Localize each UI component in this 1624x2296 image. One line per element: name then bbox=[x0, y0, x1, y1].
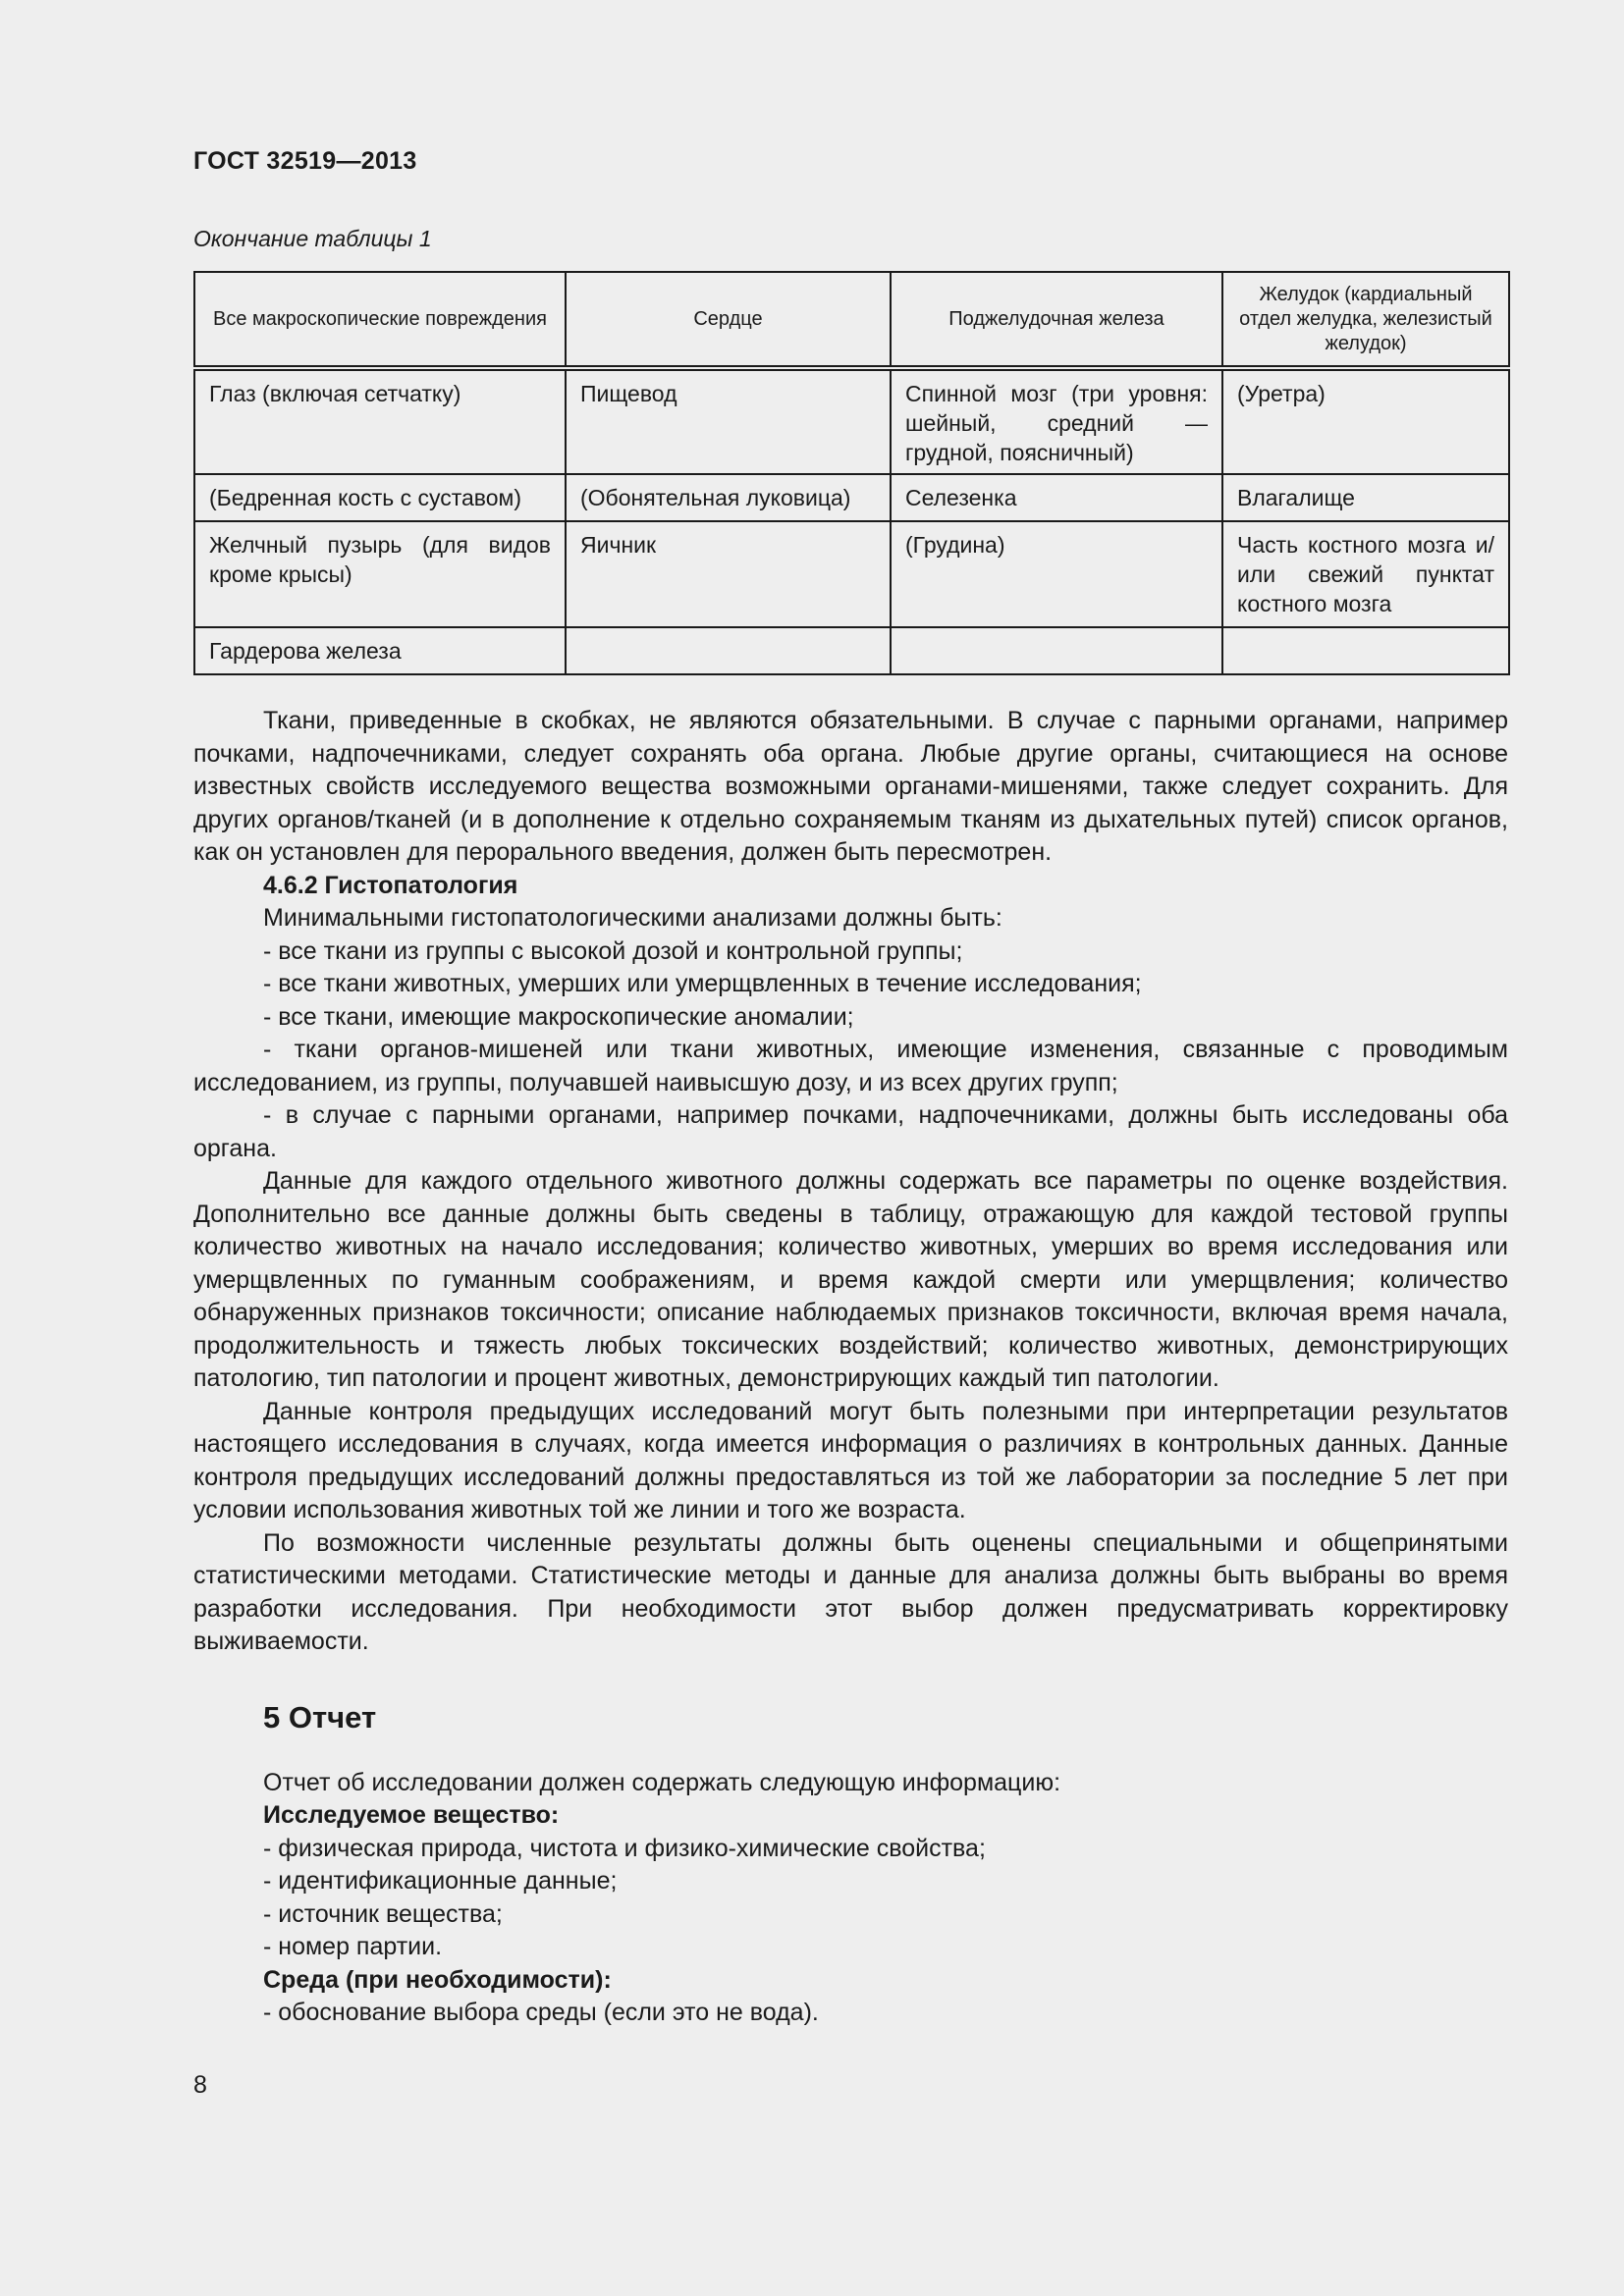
list-item: - все ткани животных, умерших или умерщвленных в течение исследования; bbox=[263, 970, 1142, 997]
list-item: - в случае с парными органами, например почками, надпочечниками, должны быть исследованы оба органа. bbox=[193, 1101, 1508, 1162]
medium-heading: Среда (при необходимости): bbox=[263, 1965, 612, 1994]
table-row bbox=[194, 368, 1509, 474]
table-column-header: Желудок (кардиальный отдел желудка, железистый желудок) bbox=[1222, 272, 1509, 368]
page-number: 8 bbox=[193, 2071, 207, 2099]
table-row bbox=[194, 521, 1509, 627]
standard-id-header: ГОСТ 32519—2013 bbox=[193, 147, 417, 175]
table-cell: Гардерова железа bbox=[194, 627, 566, 674]
body-text bbox=[193, 705, 1508, 2030]
paragraph: Данные для каждого отдельного животного должны содержать все параметры по оценке воздействия. Дополнительно все данные должны быть сведены в таблицу, отражающую для каждой тестовой группы количество животных на начало исследования; количество животных, умерших во время исследования или умерщвленных по гуманным соображениям, и время каждой смерти или умерщвления; количество обнаруженных признаков токсичности; описание наблюдаемых признаков токсичности, включая время начала, продолжительность и тяжесть любых токсических воздействий; количество животных, демонстрирующих патологию, тип патологии и процент животных, демонстрирующих каждый тип патологии. bbox=[193, 1167, 1508, 1392]
table-header-row bbox=[194, 272, 1509, 368]
subsection-title: 4.6.2 Гистопатология bbox=[263, 871, 518, 899]
paragraph: По возможности численные результаты должны быть оценены специальными и общепринятыми статистическими методами. Статистические методы и данные для анализа должны быть выбраны во время разработки исследования. При необходимости этот выбор должен предусматривать корректировку выживаемости. bbox=[193, 1528, 1508, 1655]
table-cell: (Уретра) bbox=[1222, 368, 1509, 474]
table-cell: Спинной мозг (три уровня: шейный, средний — грудной, поясничный) bbox=[891, 368, 1222, 474]
list-item: - идентификационные данные; bbox=[263, 1867, 618, 1895]
table-column-header: Все макроскопические повреждения bbox=[194, 272, 566, 368]
table-cell bbox=[891, 627, 1222, 674]
paragraph: Минимальными гистопатологическими анализами должны быть: bbox=[263, 904, 1002, 932]
table-cell bbox=[1222, 627, 1509, 674]
table-cell: Часть костного мозга и/или свежий пунктат костного мозга bbox=[1222, 521, 1509, 627]
table-row bbox=[194, 627, 1509, 674]
table-caption: Окончание таблицы 1 bbox=[193, 226, 432, 251]
table-cell: (Бедренная кость с суставом) bbox=[194, 474, 566, 521]
list-item: - номер партии. bbox=[263, 1933, 443, 1960]
table-cell: Пищевод bbox=[566, 368, 891, 474]
list-item: - физическая природа, чистота и физико-химические свойства; bbox=[263, 1834, 986, 1862]
organs-table bbox=[193, 271, 1510, 675]
table-cell: Яичник bbox=[566, 521, 891, 627]
table-cell bbox=[566, 627, 891, 674]
list-item: - ткани органов-мишеней или ткани животных, имеющие изменения, связанные с проводимым исследованием, из группы, получавшей наивысшую дозу, и из всех других групп; bbox=[193, 1036, 1508, 1096]
list-item: - все ткани из группы с высокой дозой и контрольной группы; bbox=[263, 936, 963, 965]
list-item: - все ткани, имеющие макроскопические аномалии; bbox=[263, 1002, 854, 1031]
table-cell: Влагалище bbox=[1222, 474, 1509, 521]
list-item: - обоснование выбора среды (если это не вода). bbox=[263, 1999, 819, 2026]
table-row bbox=[194, 474, 1509, 521]
table-cell: Глаз (включая сетчатку) bbox=[194, 368, 566, 474]
list-item: - источник вещества; bbox=[263, 1899, 503, 1928]
section-title: 5 Отчет bbox=[263, 1699, 377, 1735]
table-column-header: Сердце bbox=[566, 272, 891, 368]
paragraph: Ткани, приведенные в скобках, не являются обязательными. В случае с парными органами, например почками, надпочечниками, следует сохранять оба органа. Любые другие органы, считающиеся на основе известных свойств исследуемого вещества возможными органами-мишенями, также следует сохранить. Для других органов/тканей (и в дополнение к отдельно сохраняемым тканям из дыхательных путей) список органов, как он установлен для перорального введения, должен быть пересмотрен. bbox=[193, 707, 1508, 866]
paragraph: Данные контроля предыдущих исследований могут быть полезными при интерпретации результатов настоящего исследования в случаях, когда имеется информация о различиях в контрольных данных. Данные контроля предыдущих исследований должны предоставляться из той же лаборатории за последние 5 лет при условии использования животных той же линии и того же возраста. bbox=[193, 1397, 1508, 1523]
paragraph: Отчет об исследовании должен содержать следующую информацию: bbox=[263, 1768, 1061, 1796]
table-column-header: Поджелудочная железа bbox=[891, 272, 1222, 368]
table-cell: Желчный пузырь (для видов кроме крысы) bbox=[194, 521, 566, 627]
table-cell: Селезенка bbox=[891, 474, 1222, 521]
table-cell: (Обонятельная луковица) bbox=[566, 474, 891, 521]
substance-heading: Исследуемое вещество: bbox=[263, 1801, 560, 1829]
table-cell: (Грудина) bbox=[891, 521, 1222, 627]
